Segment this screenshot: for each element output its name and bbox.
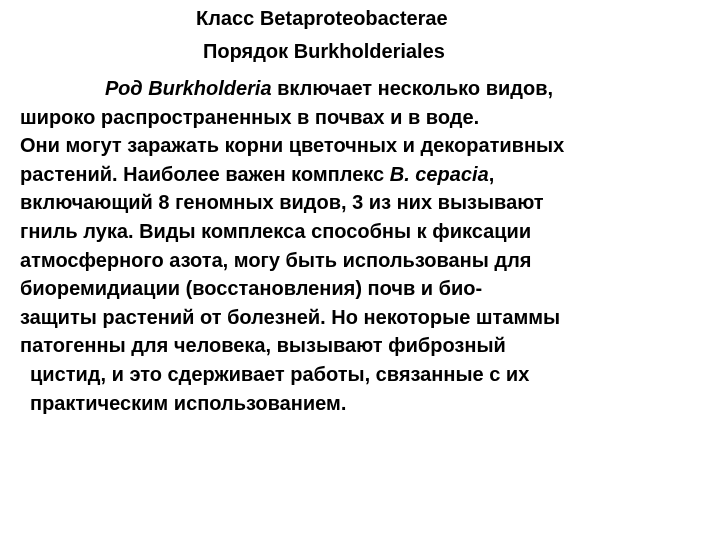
line4-end: , xyxy=(488,163,495,186)
line4-start: растений. Наиболее важен комплекс xyxy=(20,163,390,186)
text-line-6: гниль лука. Виды комплекса способны к фиксации xyxy=(20,220,532,243)
text-line-7: атмосферного азота, могу быть использованы для xyxy=(20,249,532,272)
text-line-5: включающий 8 геномных видов, 3 из них вызывают xyxy=(20,192,544,215)
order-heading: Порядок Burkholderiales xyxy=(203,41,445,63)
body-paragraph xyxy=(20,75,720,418)
text-line-1 xyxy=(20,75,720,104)
line1-rest: включает несколько видов, xyxy=(271,78,554,100)
species-name: B. cepacia xyxy=(389,163,489,186)
text-line-8: биоремидиации (восстановления) почв и био- xyxy=(20,278,483,301)
genus-name: Род Burkholderia xyxy=(105,78,272,100)
text-line-3: Они могут заражать корни цветочных и декоративных xyxy=(20,135,565,158)
class-heading: Класс Betaproteobacterae xyxy=(196,8,448,30)
text-line-11: цистид, и это сдерживает работы, связанные с их xyxy=(30,363,530,386)
text-line-2: широко распространенных в почвах и в воде. xyxy=(20,106,480,129)
text-line-9: защиты растений от болезней. Но некоторые штаммы xyxy=(20,306,561,329)
text-line-4 xyxy=(20,161,720,190)
text-line-12: практическим использованием. xyxy=(30,392,347,415)
text-line-10: патогенны для человека, вызывают фиброзный xyxy=(20,335,506,358)
